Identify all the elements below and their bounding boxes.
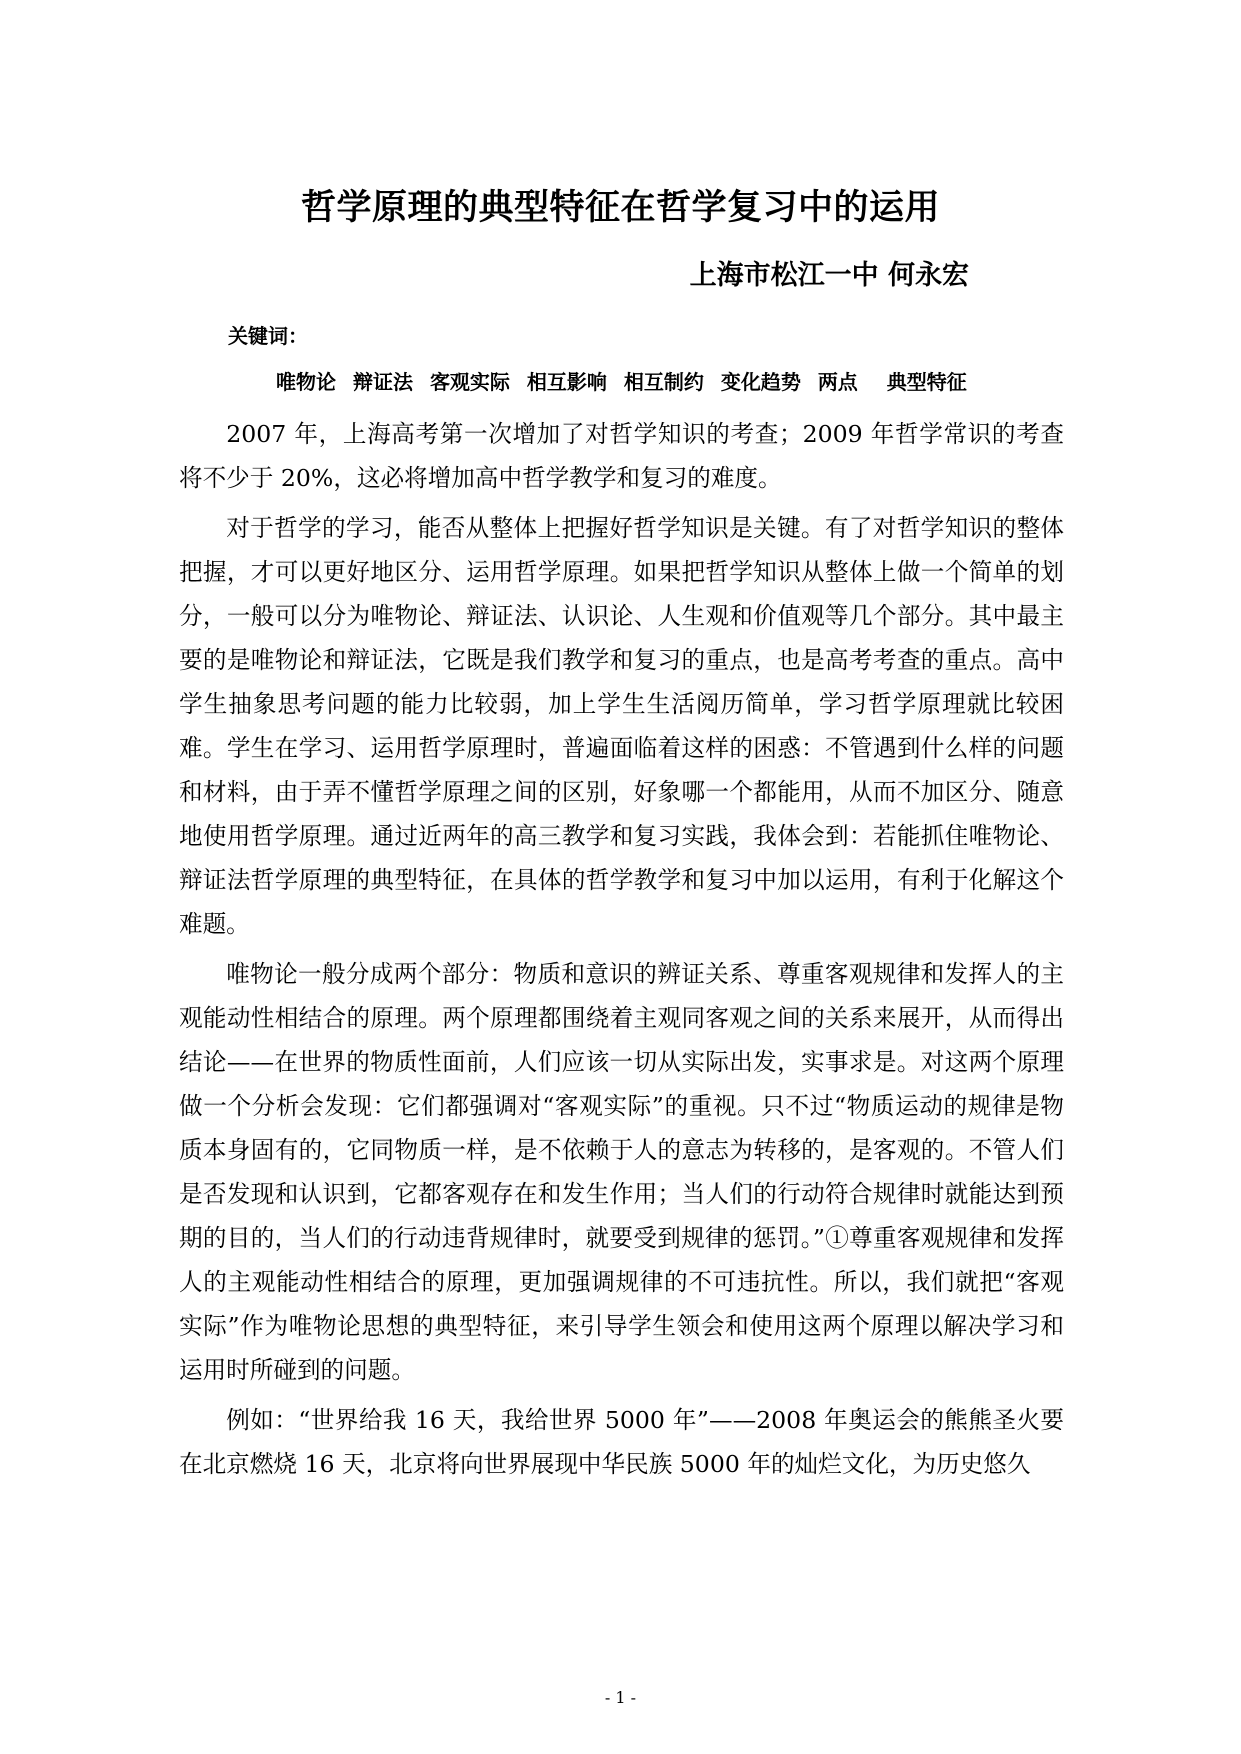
paragraph: 例如：“世界给我 16 天，我给世界 5000 年”——2008 年奥运会的熊熊圣火要在北京燃烧 16 天，北京将向世界展现中华民族 5000 年的灿烂文化，为历史悠久 <box>179 1406 1064 1478</box>
keyword: 辩证法 <box>352 370 413 394</box>
paragraph: 2007 年，上海高考第一次增加了对哲学知识的考查；2009 年哲学常识的考查将不少于 20%，这必将增加高中哲学教学和复习的难度。 <box>179 420 1064 492</box>
paragraph: 对于哲学的学习，能否从整体上把握好哲学知识是关键。有了对哲学知识的整体把握，才可以更好地区分、运用哲学原理。如果把哲学知识从整体上做一个简单的划分，一般可以分为唯物论、辩证法、认识论、人生观和价值观等几个部分。其中最主要的是唯物论和辩证法，它既是我们教学和复习的重点，也是高考考查的重点。高中学生抽象思考问题的能力比较弱，加上学生生活阅历简单，学习哲学原理就比较困难。学生在学习、运用哲学原理时，普遍面临着这样的困惑：不管遇到什么样的问题和材料，由于弄不懂哲学原理之间的区别，好象哪一个都能用，从而不加区分、随意地使用哲学原理。通过近两年的高三教学和复习实践，我体会到：若能抓住唯物论、辩证法哲学原理的典型特征，在具体的哲学教学和复习中加以运用，有利于化解这个难题。 <box>179 514 1064 938</box>
keyword: 相互影响 <box>526 370 607 394</box>
keyword: 相互制约 <box>623 370 704 394</box>
keyword: 唯物论 <box>276 370 336 394</box>
keywords-label: 关键词： <box>228 324 308 348</box>
keyword: 典型特征 <box>886 370 967 394</box>
body-text <box>179 412 1064 1492</box>
keywords-list <box>276 368 977 396</box>
keyword: 变化趋势 <box>720 370 801 394</box>
keyword: 客观实际 <box>429 370 510 394</box>
author-line: 上海市松江一中 何永宏 <box>689 260 969 291</box>
document-title: 哲学原理的典型特征在哲学复习中的运用 <box>300 188 940 228</box>
paragraph: 唯物论一般分成两个部分：物质和意识的辨证关系、尊重客观规律和发挥人的主观能动性相结合的原理。两个原理都围绕着主观同客观之间的关系来展开，从而得出结论——在世界的物质性面前，人们应该一切从实际出发，实事求是。对这两个原理做一个分析会发现：它们都强调对“客观实际”的重视。只不过“物质运动的规律是物质本身固有的，它同物质一样，是不依赖于人的意志为转移的，是客观的。不管人们是否发现和认识到，它都客观存在和发生作用；当人们的行动符合规律时就能达到预期的目的，当人们的行动违背规律时，就要受到规律的惩罚。”①尊重客观规律和发挥人的主观能动性相结合的原理，更加强调规律的不可违抗性。所以，我们就把“客观实际”作为唯物论思想的典型特征，来引导学生领会和使用这两个原理以解决学习和运用时所碰到的问题。 <box>179 960 1064 1384</box>
page-number: - 1 - <box>604 1688 637 1707</box>
keyword: 两点 <box>817 370 858 394</box>
